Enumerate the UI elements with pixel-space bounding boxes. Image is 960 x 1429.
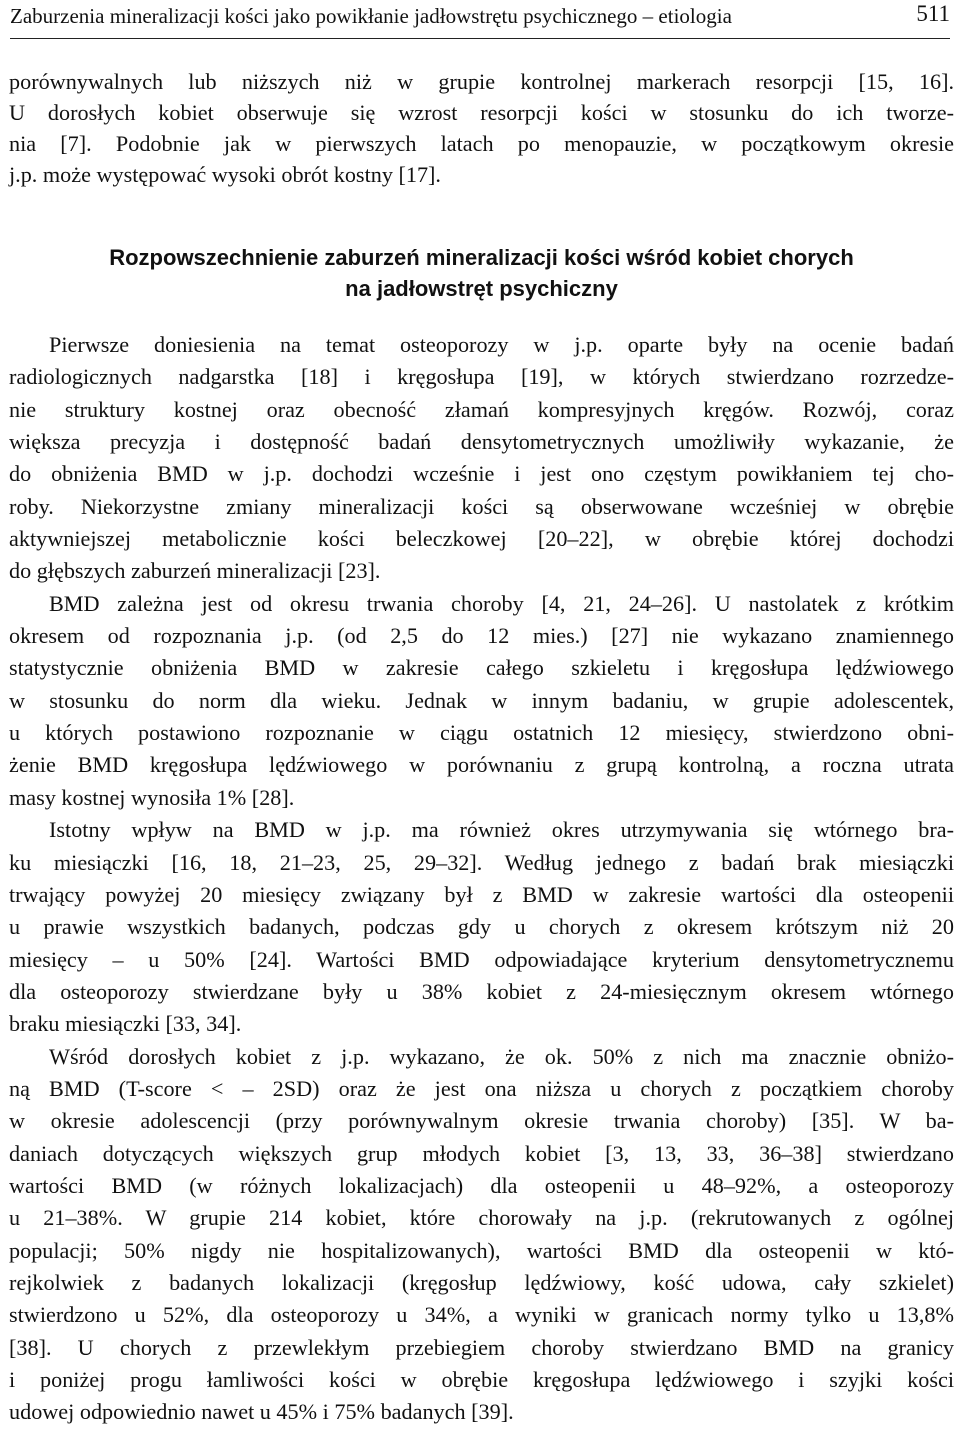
text-line: daniach dotyczących większych grup młodych kobiet [3, 13, 33, 36–38] stwierdzano [9,1140,954,1166]
text-line: U dorosłych kobiet obserwuje się wzrost resorpcji kości w stosunku do ich tworze- [9,100,954,125]
text-line: żenie BMD kręgosłupa lędźwiowego w porównaniu z grupą kontrolną, a roczna utrata [9,752,954,778]
section-heading-line: Rozpowszechnienie zaburzeń mineralizacji kości wśród kobiet chorych [109,245,854,270]
text-line: Istotny wpływ na BMD w j.p. ma również okres utrzymywania się wtórnego bra- [49,817,954,843]
text-line: u prawie wszystkich badanych, podczas gdy u chorych z okresem krótszym niż 20 [9,914,954,940]
text-line: j.p. może występować wysoki obrót kostny [17]. [9,162,441,187]
text-line: miesięcy – u 50% [24]. Wartości BMD odpowiadające kryterium densytometrycznemu [9,946,954,972]
text-line: ną BMD (T-score < – 2SD) oraz że jest ona niższa u chorych z początkiem choroby [9,1075,954,1101]
text-line: aktywniejszej metabolicznie kości beleczkowej [20–22], w obrębie której dochodzi [9,526,954,552]
section-body [9,329,954,1429]
text-line: w okresie adolescencji (przy porównywalnym okresie trwania choroby) [35]. W ba- [9,1108,954,1134]
text-line: do obniżenia BMD w j.p. dochodzi wcześnie i jest ono częstym powikłaniem tej cho- [9,461,954,487]
running-header [10,0,950,39]
text-line: większa precyzja i dostępność badań densytometrycznych umożliwiły wykazanie, że [9,429,954,455]
text-line: masy kostnej wynosiła 1% [28]. [9,784,295,810]
text-line: radiologicznych nadgarstka [18] i kręgosłupa [19], w których stwierdzano rozrzedze- [9,364,954,390]
text-line: w stosunku do norm dla wieku. Jednak w innym badaniu, w grupie adolescentek, [9,687,954,713]
text-line: Pierwsze doniesienia na temat osteoporozy w j.p. oparte były na ocenie badań [49,332,954,357]
text-line: dla osteoporozy stwierdzane były u 38% kobiet z 24-miesięcznym okresem wtórnego [9,978,954,1004]
text-line: wartości BMD (w różnych lokalizacjach) dla osteopenii u 48–92%, a osteoporozy [9,1172,954,1198]
text-line: porównywalnych lub niższych niż w grupie kontrolnej markerach resorpcji [15, 16]. [9,69,954,94]
text-line: braku miesiączki [33, 34]. [9,1011,242,1037]
text-line: roby. Niekorzystne zmiany mineralizacji kości są obserwowane wcześniej w obrębie [9,493,954,519]
text-line: populacji; 50% nigdy nie hospitalizowanych), wartości BMD dla osteopenii w któ- [9,1237,954,1263]
text-line: BMD zależna jest od okresu trwania choroby [4, 21, 24–26]. U nastolatek z krótkim [49,590,954,616]
text-line: stwierdzono u 52%, dla osteoporozy u 34%, a wyniki w granicach normy tylko u 13,8% [9,1302,954,1328]
text-line: rejkolwiek z badanych lokalizacji (kręgosłup lędźwiowy, kość udowa, cały szkielet) [9,1269,954,1295]
text-line: statystycznie obniżenia BMD w zakresie całego szkieletu i kręgosłupa lędźwiowego [9,655,954,681]
text-line: u 21–38%. W grupie 214 kobiet, które chorowały na j.p. (rekrutowanych z ogólnej [9,1205,954,1231]
text-line: okresem od rozpoznania j.p. (od 2,5 do 12 mies.) [27] nie wykazano znamiennego [9,623,954,649]
text-line: nia [7]. Podobnie jak w pierwszych latach po menopauzie, w początkowym okresie [9,131,954,156]
text-line: trwający powyżej 20 miesięcy związany był z BMD w zakresie wartości dla osteopenii [9,881,954,907]
text-line: ku miesiączki [16, 18, 21–23, 25, 29–32]. Według jednego z badań brak miesiączki [9,849,954,875]
text-line: udowej odpowiednio nawet u 45% i 75% badanych [39]. [9,1399,514,1425]
page-number: 511 [916,1,950,26]
section-heading-line: na jadłowstręt psychiczny [345,276,618,301]
text-line: Wśród dorosłych kobiet z j.p. wykazano, że ok. 50% z nich ma znacznie obniżo- [49,1043,954,1069]
intro-paragraph [9,66,954,190]
running-title: Zaburzenia mineralizacji kości jako powikłanie jadłowstrętu psychicznego – etiologia [10,4,732,28]
text-line: i poniżej progu łamliwości kości w obrębie kręgosłupa lędźwiowego i szyjki kości [9,1367,954,1392]
text-line: do głębszych zaburzeń mineralizacji [23]. [9,558,381,584]
section-heading [9,242,954,304]
text-line: nie struktury kostnej oraz obecność złamań kompresyjnych kręgów. Rozwój, coraz [9,396,954,422]
text-line: u których postawiono rozpoznanie w ciągu ostatnich 12 miesięcy, stwierdzono obni- [9,720,954,746]
text-line: [38]. U chorych z przewlekłym przebiegiem choroby stwierdzano BMD na granicy [9,1334,954,1360]
